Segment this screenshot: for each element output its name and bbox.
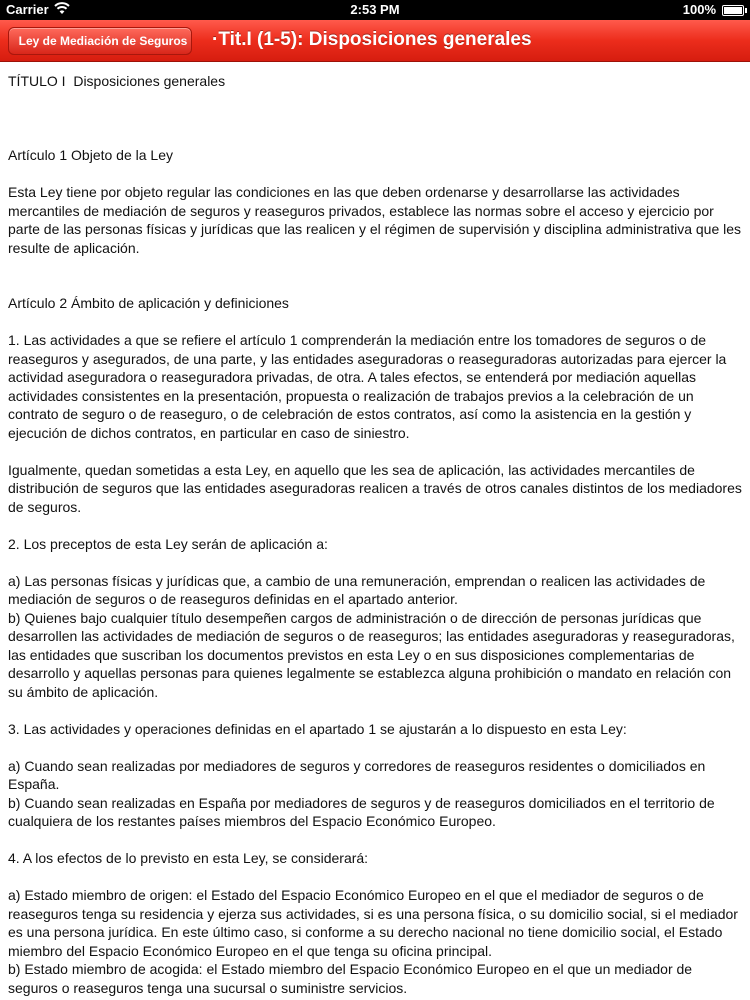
article-2-paragraph-3: 2. Los preceptos de esta Ley serán de aplicación a:: [8, 535, 328, 552]
article-2-item-4a: a) Estado miembro de origen: el Estado del Espacio Económico Europeo en el que el mediador de seguros o de reaseguros tenga su residencia y ejerza sus actividades, si es una persona física, o su domicilio social, si el mediador es una persona jurídica. En este último caso, si conforme a su derecho nacional no tiene domicilio social, el Estado miembro del Espacio Económico Europeo en el que tenga su oficina principal.: [8, 887, 742, 959]
article-2-paragraph-5: 4. A los efectos de lo previsto en esta Ley, se considerará:: [8, 850, 369, 866]
status-time: 2:53 PM: [350, 2, 400, 17]
document-body: [8, 62, 746, 1000]
article-2-item-3b: b) Cuando sean realizadas en España por mediadores de seguros y de reaseguros domiciliados en el territorio de cualquiera de los restantes países miembros del Espacio Económico Europeo.: [8, 794, 719, 829]
article-2-paragraph-4: 3. Las actividades y operaciones definidas en el apartado 1 se ajustarán a lo dispuesto en esta Ley:: [8, 720, 627, 737]
carrier-label: Carrier: [6, 2, 49, 17]
article-1-paragraph: Esta Ley tiene por objeto regular las condiciones en las que deben ordenarse y desarrollarse las actividades mercantiles de mediación de seguros y reaseguros privados, establece las normas sobre el acceso y ejercicio por parte de las personas físicas y jurídicas que las realicen y el régimen de supervisión y disciplina administrativa que les resulte de aplicación.: [8, 184, 745, 256]
status-bar: [0, 0, 750, 20]
title-heading: TÍTULO I Disposiciones generales: [8, 73, 226, 89]
article-2-paragraph-1: 1. Las actividades a que se refiere el artículo 1 comprenderán la mediación entre los tomadores de seguros o de reaseguros y asegurados, de una parte, y las entidades aseguradoras o reaseguradoras autorizadas para ejercer la actividad aseguradora o reaseguradora privadas, de otra. A tales efectos, se entenderá por mediación aquellas actividades consistentes en la presentación, propuesta o realización de trabajos previos a la celebración de un contrato de seguro o de reaseguro, o de celebración de estos contratos, así como la asistencia en la gestión y ejecución de dichos contratos, en particular en caso de siniestro.: [8, 332, 731, 441]
battery-icon: [722, 5, 744, 16]
article-2-item-4b: b) Estado miembro de acogida: el Estado miembro del Espacio Económico Europeo en el que un mediador de seguros o reaseguros tenga una sucursal o suministre servicios.: [8, 961, 696, 996]
nav-title: ·Tit.I (1-5): Disposiciones generales: [212, 29, 532, 50]
article-2-heading: Artículo 2 Ámbito de aplicación y definiciones: [8, 295, 289, 311]
navigation-bar: [0, 20, 750, 62]
back-button[interactable]: Ley de Mediación de Seguros: [8, 27, 192, 55]
article-2-item-2a: a) Las personas físicas y jurídicas que, a cambio de una remuneración, emprendan o realicen las actividades de mediación de seguros o de reaseguros definidas en el apartado anterior.: [8, 572, 710, 607]
article-2-item-2b: b) Quienes bajo cualquier título desempeñen cargos de administración o de dirección de personas jurídicas que desarrollen las actividades de mediación de seguros o de reaseguros; las entidades aseguradoras y reaseguradoras, las entidades que suscriban los documentos previstos en esta Ley o en sus disposiciones complementarias de desarrollo y aquellas personas para quienes legalmente se establezca alguna prohibición o mandato en relación con su ámbito de aplicación.: [8, 609, 739, 700]
battery-percent: 100%: [682, 2, 716, 17]
article-2-paragraph-2: Igualmente, quedan sometidas a esta Ley, en aquello que les sea de aplicación, las actividades mercantiles de distribución de seguros que las entidades aseguradoras realicen a través de otros canales distintos de los mediadores de seguros.: [8, 461, 746, 515]
article-1-heading: Artículo 1 Objeto de la Ley: [8, 147, 173, 163]
article-2-item-3a: a) Cuando sean realizadas por mediadores de seguros y corredores de reaseguros residentes o domiciliados en España.: [8, 757, 710, 792]
